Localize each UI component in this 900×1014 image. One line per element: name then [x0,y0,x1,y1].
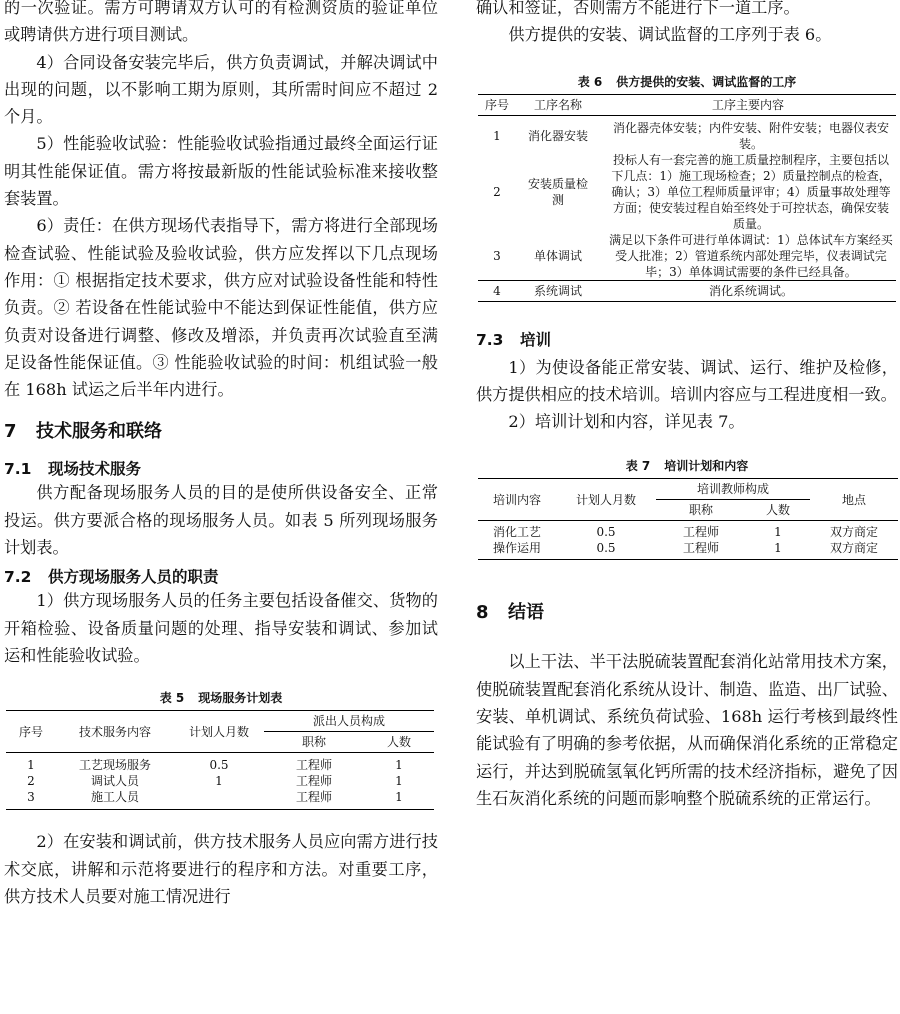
table-row: 3 施工人员 工程师 1 [27,790,403,805]
table-6-header-no: 序号 [478,94,516,115]
table-6-header-name: 工序名称 [516,94,600,115]
table-5-header-title: 职称 [264,732,364,753]
table-row: 4 系统调试 消化系统调试。 [478,280,896,301]
paragraph-7-1: 供方配备现场服务人员的目的是使所供设备安全、正常投运。供方要派合格的现场服务人员。如表 5 所列现场服务计划表。 [4,483,438,558]
table-row: 2 安装质量检测 投标人有一套完善的施工质量控制程序，主要包括以下几点：1）施工现场检查；2）质量控制点的检查，确认；3）单位工程师质量评审；4）质量事故处理等方面；使安装过程自始至终处于可控状态，确保安装质量。 [493,152,891,231]
paragraph-signoff: 确认和签证，否则需方不能进行下一道工序。 [476,0,800,17]
table-5-header-count: 人数 [364,732,434,753]
table-row: 操作运用 0.5 工程师 1 双方商定 [492,541,878,556]
table-6-caption: 表 6 供方提供的安装、调试监督的工序 [577,74,797,89]
table-5 [6,710,434,810]
left-column [4,0,438,910]
paragraph-conclusion: 以上干法、半干法脱硫装置配套消化站常用技术方案，使脱硫装置配套消化系统从设计、制造、监造、出厂试验、安装、单机调试、系统负荷试验、168h 运行考核到最终性能试验有了明确的参考依据，从而确保消化系统的正常稳定运行，并达到脱硫氢氧化钙所需的技术经济指标，避免了因生石灰消化系统的问题而影响整个脱硫系统的正常运行。 [476,652,898,808]
table-7-caption: 表 7 培训计划和内容 [625,459,749,474]
table-5-header-group: 派出人员构成 [264,711,434,732]
paragraph-item-6: 6）责任：在供方现场代表指导下，需方将进行全部现场检查试验、性能试验及验收试验，供方应发挥以下几点现场作用：① 根据指定技术要求，供方应对试验设备性能和特性负责。② 若设备在性能试验中不能达到保证性能值，供方应负责对设备进行调整、修改及增添，并负责再次试验直至满足设备性能保证值。③ 性能验收试验的时间：机组试验一般在 168h 试运之后半年内进行。 [4,216,438,400]
table-6 [478,94,896,302]
section-7-heading: 7 技术服务和联络 [4,421,162,443]
table-5-header-months: 计划人月数 [174,711,264,753]
table-5-header-content: 技术服务内容 [56,711,174,753]
paragraph-item-5: 5）性能验收试验：性能验收试验指通过最终全面运行证明其性能保证值。需方将按最新版的性能试验标准来接收整套装置。 [4,134,438,209]
table-row: 2 调试人员 1 工程师 1 [27,774,403,789]
table-row: 1 工艺现场服务 0.5 工程师 1 [27,758,403,773]
paragraph-verification-end: 的一次验证。需方可聘请双方认可的有检测资质的验证单位或聘请供方进行项目测试。 [4,0,438,45]
table-5-caption: 表 5 现场服务计划表 [159,691,283,706]
table-row: 消化工艺 0.5 工程师 1 双方商定 [492,525,878,540]
table-7 [478,478,898,560]
table-7-header-count: 人数 [746,500,810,521]
paragraph-7-3-item-2: 2）培训计划和内容，详见表 7。 [508,412,745,432]
section-8-heading: 8 结语 [476,602,544,624]
section-7-3-heading: 7.3 培训 [476,330,552,349]
section-7-1-heading: 7.1 现场技术服务 [4,460,142,479]
table-7-header-content: 培训内容 [478,479,556,521]
paragraph-7-2-item-2: 2）在安装和调试前，供方技术服务人员应向需方进行技术交底，讲解和示范将要进行的程序和方法。对重要工序，供方技术人员要对施工情况进行 [4,832,438,906]
paragraph-7-2-item-1: 1）供方现场服务人员的任务主要包括设备催交、货物的开箱检验、设备质量问题的处理、指导安装和调试、参加试运和性能验收试验。 [4,591,438,665]
paragraph-table6-intro: 供方提供的安装、调试监督的工序列于表 6。 [508,25,832,45]
table-7-header-place: 地点 [810,479,898,521]
table-7-header-group: 培训教师构成 [656,479,810,500]
table-7-header-months: 计划人月数 [556,479,656,521]
table-7-header-title: 职称 [656,500,746,521]
section-7-2-heading: 7.2 供方现场服务人员的职责 [4,568,219,587]
table-row: 3 单体调试 满足以下条件可进行单体调试：1）总体试车方案经买受人批准；2）管道系统内部处理完毕，仪表调试完毕；3）单体调试需要的条件已经具备。 [493,232,893,279]
table-row: 1 消化器安装 消化器壳体安装；内件安装、附件安装；电器仪表安装。 [493,120,889,151]
paragraph-item-4: 4）合同设备安装完毕后，供方负责调试，并解决调试中出现的问题，以不影响工期为原则，其所需时间应不超过 2 个月。 [4,52,438,127]
right-column [476,0,898,812]
table-6-header-content: 工序主要内容 [600,94,896,115]
table-5-header-no: 序号 [6,711,56,753]
paragraph-7-3-item-1: 1）为使设备能正常安装、调试、运行、维护及检修，供方提供相应的技术培训。培训内容应与工程进度相一致。 [476,357,898,404]
